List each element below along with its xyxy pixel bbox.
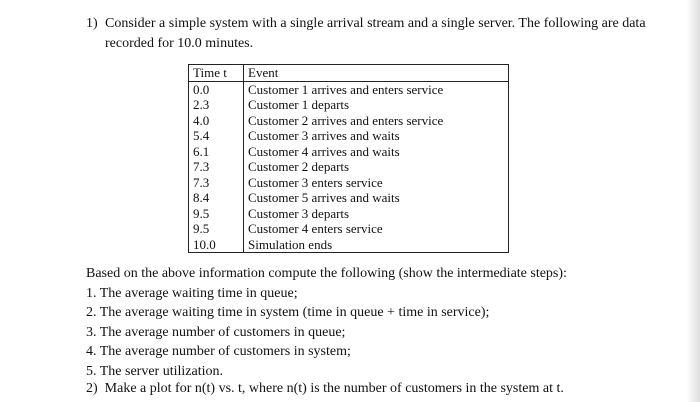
question-1-number: 1) (86, 16, 98, 31)
page-edge-shadow (686, 0, 700, 402)
instruction-item: 3. The average number of customers in queue; (86, 324, 346, 340)
time-cell: 9.5 (189, 206, 244, 222)
instructions-block (86, 264, 666, 381)
table-row (189, 97, 509, 113)
instructions-intro: Based on the above information compute the following (show the intermediate steps): (86, 266, 567, 281)
event-cell: Simulation ends (244, 237, 509, 253)
event-cell: Customer 2 departs (244, 159, 509, 175)
event-column-header: Event (244, 65, 509, 82)
instruction-item: 2. The average waiting time in system (time in queue + time in service); (86, 305, 490, 320)
event-cell: Customer 1 arrives and enters service (244, 81, 509, 97)
time-cell: 2.3 (189, 97, 244, 113)
time-cell: 8.4 (189, 190, 244, 206)
time-cell: 0.0 (189, 81, 244, 97)
time-cell: 4.0 (189, 113, 244, 129)
event-cell: Customer 3 departs (244, 206, 509, 222)
event-cell: Customer 5 arrives and waits (244, 190, 509, 206)
question-2-number: 2) (86, 381, 98, 396)
question-2 (86, 380, 564, 398)
table-row (189, 206, 509, 222)
table-row (189, 190, 509, 206)
time-cell: 6.1 (189, 144, 244, 160)
table-row (189, 144, 509, 160)
table-row (189, 159, 509, 175)
event-cell: Customer 4 arrives and waits (244, 144, 509, 160)
time-cell: 7.3 (189, 159, 244, 175)
table-row (189, 175, 509, 191)
table-row (189, 128, 509, 144)
event-cell: Customer 3 arrives and waits (244, 128, 509, 144)
question-1 (86, 14, 646, 54)
instruction-item: 4. The average number of customers in system; (86, 344, 351, 359)
event-cell: Customer 1 departs (244, 97, 509, 113)
table-row (189, 113, 509, 129)
table-row (189, 221, 509, 237)
time-cell: 7.3 (189, 175, 244, 191)
event-cell: Customer 2 arrives and enters service (244, 113, 509, 129)
time-cell: 9.5 (189, 221, 244, 237)
instruction-item: 5. The server utilization. (86, 363, 223, 379)
event-table (188, 64, 509, 253)
question-1-text: Consider a simple system with a single arrival stream and a single server. The following are data recorded for 10.0 minutes. (105, 16, 646, 51)
event-cell: Customer 3 enters service (244, 175, 509, 191)
instruction-item: 1. The average waiting time in queue; (86, 285, 298, 301)
table-row (189, 81, 509, 97)
time-column-header: Time t (189, 65, 244, 82)
event-cell: Customer 4 enters service (244, 221, 509, 237)
table-row (189, 237, 509, 253)
table-header-row (189, 65, 509, 82)
time-cell: 5.4 (189, 128, 244, 144)
time-cell: 10.0 (189, 237, 244, 253)
question-2-text: Make a plot for n(t) vs. t, where n(t) is the number of customers in the system at t. (104, 381, 564, 396)
